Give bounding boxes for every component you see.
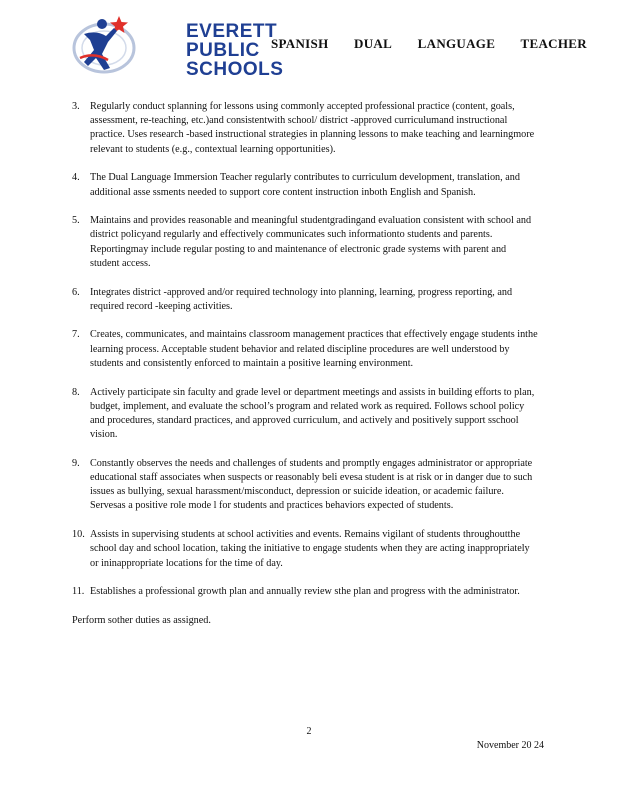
item-number: 5.: [72, 215, 80, 227]
logo-line-2: PUBLIC: [186, 40, 260, 61]
item-number: 3.: [72, 101, 80, 112]
item-number: 6.: [72, 286, 80, 298]
list-item: [72, 528, 538, 571]
item-text: Actively participate sin faculty and grade level or department meetings and assists in building efforts to plan, budget, implement, and evaluate the school’s program and related work as required. Follows school policy and procedures, standard practices, and approved curriculum, and actively and positively support sschool vision.: [90, 386, 535, 441]
logo-graphic-icon: [70, 12, 188, 78]
item-text: Integrates district -approved and/or required technology into planning, learning, progress reporting, and required record -keeping activities.: [90, 286, 513, 312]
list-item: [72, 214, 538, 271]
item-number: 4.: [72, 172, 80, 184]
item-number: 10.: [72, 529, 85, 541]
duties-list: [72, 100, 538, 599]
list-item: [72, 171, 538, 199]
duties-section: [72, 100, 538, 628]
item-text: Assists in supervising students at school activities and events. Remains vigilant of students throughoutthe school day and school location, taking the initiative to engage students when they are acting inappropriately or ininappropriate locations for the time of day.: [90, 529, 530, 569]
list-item: [72, 100, 538, 157]
title-word: SPANISH: [271, 36, 329, 51]
item-number: 11.: [72, 586, 85, 598]
logo-line-3: SCHOOLS: [186, 59, 284, 80]
logo-line-1: EVERETT: [186, 21, 278, 42]
item-text: Regularly conduct splanning for lessons using commonly accepted professional practice (content, goals, assessment, re-teaching, etc.)and consistentwith school/ district -approved curriculumand instructional practice. Uses research -based instructional strategies in planning lessons to make teaching and learningmore relevant to students (e.g., contextual learning opportunities).: [90, 101, 535, 155]
footer-date: November 20 24: [476, 740, 544, 751]
list-item: [72, 286, 538, 314]
item-number: 8.: [72, 386, 80, 398]
item-text: Maintains and provides reasonable and meaningful studentgradingand evaluation consistent with school and district policyand regularly and effectively communicates such informationto students and parents. Reportingmay include regular posting to and maintenance of electronic grade systems with parent and student access.: [90, 215, 532, 269]
district-logo: [70, 12, 284, 80]
closing-statement: Perform sother duties as assigned.: [72, 614, 211, 626]
list-item: [72, 457, 538, 514]
item-text: The Dual Language Immersion Teacher regularly contributes to curriculum development, translation, and additional asse ssments needed to support core content instruction inboth English and Spanish.: [90, 172, 520, 198]
logo-wordmark: [186, 22, 283, 79]
title-word: DUAL: [354, 36, 393, 51]
item-text: Creates, communicates, and maintains classroom management practices that effectively engage students inthe learning process. Acceptable student behavior and related discipline procedures are well understood by students and consistently enforced to maintain a positive learning environment.: [90, 329, 538, 369]
item-number: 7.: [72, 329, 80, 341]
item-number: 9.: [72, 457, 80, 469]
list-item: [72, 585, 538, 599]
list-item: [72, 386, 538, 443]
list-item: [72, 328, 538, 371]
title-word: LANGUAGE: [417, 36, 496, 51]
item-text: Establishes a professional growth plan and annually review sthe plan and progress with the administrator.: [90, 586, 520, 598]
page-number: 2: [306, 726, 312, 737]
title-word: TEACHER: [520, 36, 587, 51]
document-title: [271, 36, 587, 52]
item-text: Constantly observes the needs and challenges of students and promptly engages administrator or appropriate educational staff associates when suspects or reasonably beli evesa student is at risk or in danger due to such issues as bullying, sexual harassment/misconduct, depression or suicide ideation, or academic failure. Servesas a positive role mode l for students and practices behaviors expected of students.: [90, 457, 533, 512]
